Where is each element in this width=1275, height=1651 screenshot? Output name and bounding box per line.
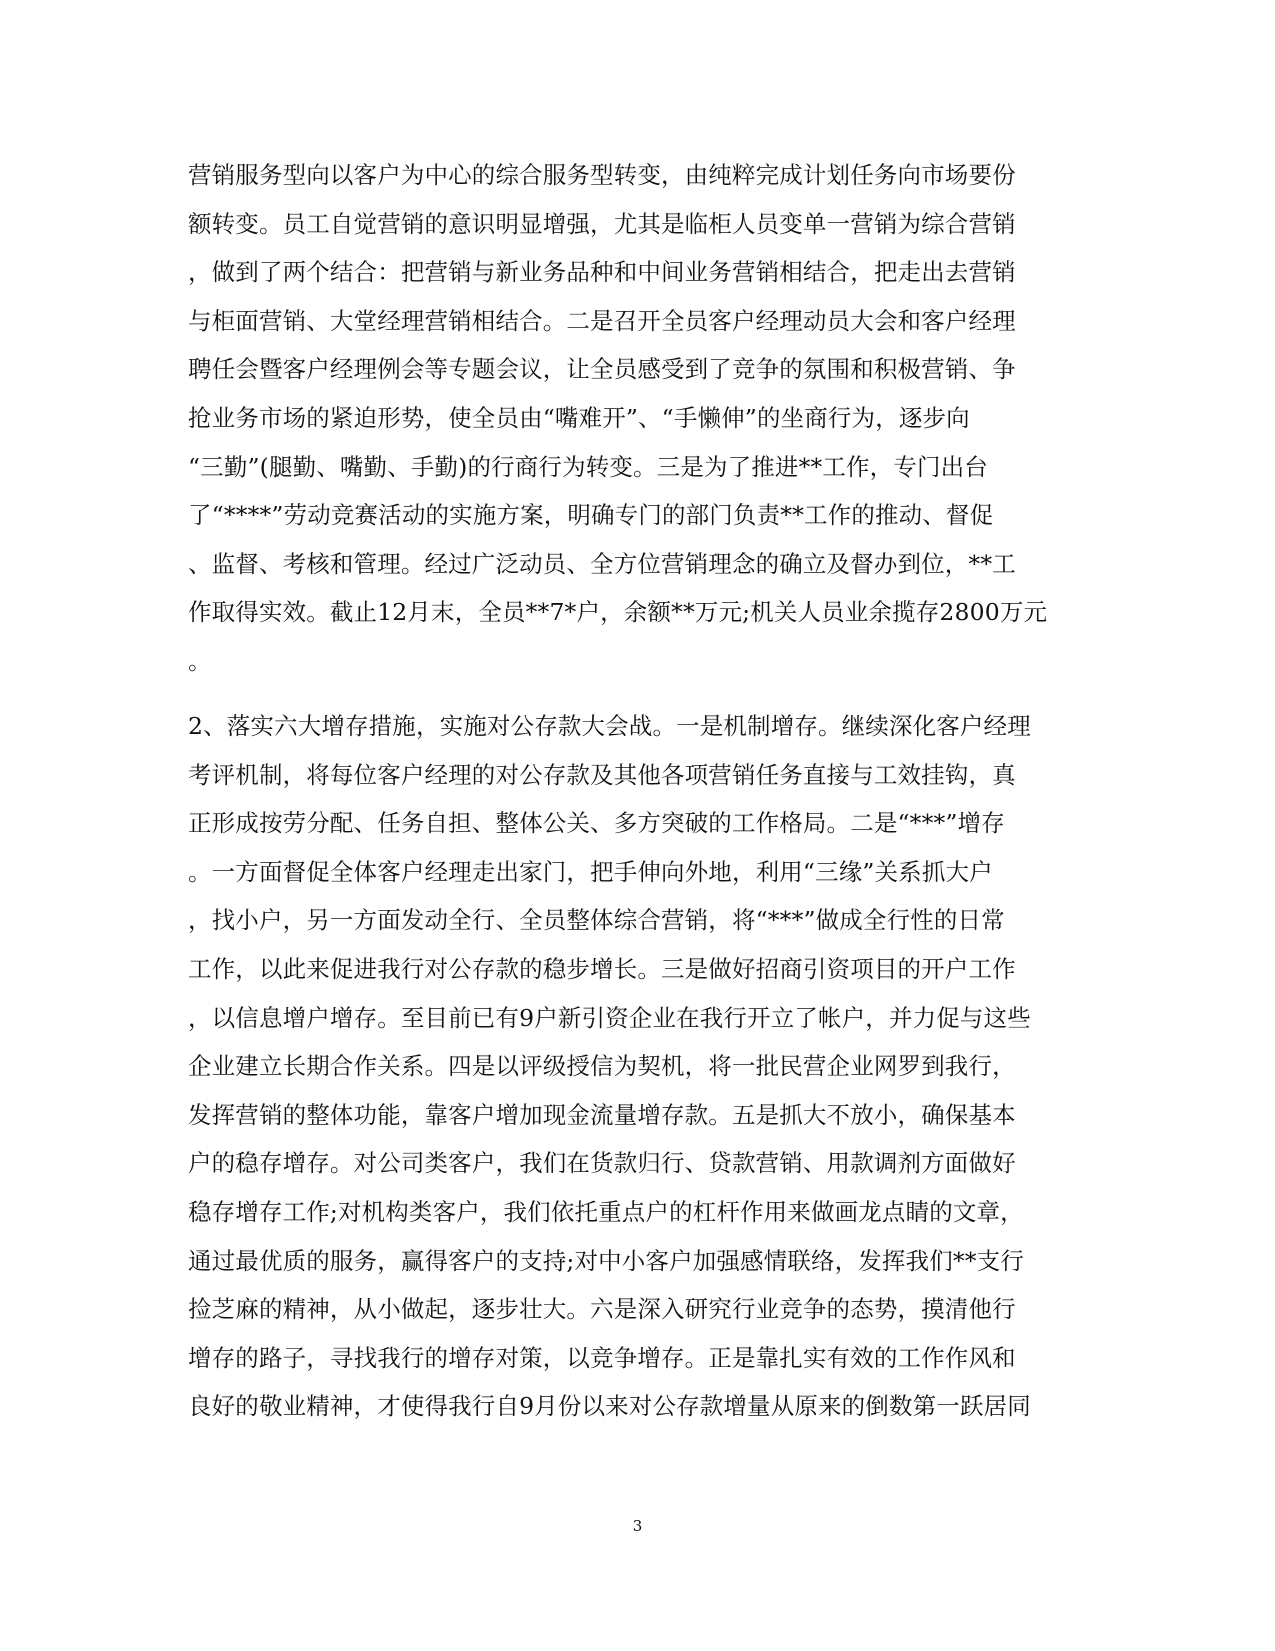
text-line: 额转变。员工自觉营销的意识明显增强，尤其是临柜人员变单一营销为综合营销 xyxy=(188,209,1016,238)
text-line: 正形成按劳分配、任务自担、整体公关、多方突破的工作格局。二是“***”增存 xyxy=(188,809,1005,838)
text-line: 抢业务市场的紧迫形势，使全员由“嘴难开”、“手懒伸”的坐商行为，逐步向 xyxy=(188,403,970,432)
text-line: 良好的敬业精神，才使得我行自9月份以来对公存款增量从原来的倒数第一跃居同 xyxy=(188,1392,1031,1421)
text-line: 了“****”劳动竞赛活动的实施方案，明确专门的部门负责**工作的推动、督促 xyxy=(188,501,994,530)
paragraph-1 xyxy=(188,151,1088,686)
text-line: 发挥营销的整体功能，靠客户增加现金流量增存款。五是抓大不放小，确保基本 xyxy=(188,1100,1016,1129)
text-line: “三勤”(腿勤、嘴勤、手勤)的行商行为转变。三是为了推进**工作，专门出台 xyxy=(188,452,988,481)
page-number: 3 xyxy=(632,1517,643,1535)
text-line: 。 xyxy=(188,646,212,675)
text-line: 考评机制，将每位客户经理的对公存款及其他各项营销任务直接与工效挂钩，真 xyxy=(188,760,1016,789)
text-line: 增存的路子，寻找我行的增存对策，以竞争增存。正是靠扎实有效的工作作风和 xyxy=(188,1343,1016,1372)
text-line: 户的稳存增存。对公司类客户，我们在货款归行、贷款营销、用款调剂方面做好 xyxy=(188,1149,1016,1178)
text-line: ，以信息增户增存。至目前已有9户新引资企业在我行开立了帐户，并力促与这些 xyxy=(188,1003,1031,1032)
text-line: 聘任会暨客户经理例会等专题会议，让全员感受到了竞争的氛围和积极营销、争 xyxy=(188,355,1016,384)
text-line: 、监督、考核和管理。经过广泛动员、全方位营销理念的确立及督办到位，**工 xyxy=(188,549,1016,578)
text-line: ，找小户，另一方面发动全行、全员整体综合营销，将“***”做成全行性的日常 xyxy=(188,906,1005,935)
text-line: 营销服务型向以客户为中心的综合服务型转变，由纯粹完成计划任务向市场要份 xyxy=(188,161,1016,189)
text-line: 2、落实六大增存措施，实施对公存款大会战。一是机制增存。继续深化客户经理 xyxy=(188,712,1031,740)
text-line: 与柜面营销、大堂经理营销相结合。二是召开全员客户经理动员大会和客户经理 xyxy=(188,306,1016,335)
text-line: 工作，以此来促进我行对公存款的稳步增长。三是做好招商引资项目的开户工作 xyxy=(188,954,1016,983)
text-line: ，做到了两个结合：把营销与新业务品种和中间业务营销相结合，把走出去营销 xyxy=(188,258,1016,287)
text-line: 。一方面督促全体客户经理走出家门，把手伸向外地，利用“三缘”关系抓大户 xyxy=(188,857,993,886)
text-line: 通过最优质的服务，赢得客户的支持;对中小客户加强感情联络，发挥我们**支行 xyxy=(188,1246,1024,1275)
text-line: 作取得实效。截止12月末，全员**7*户，余额**万元;机关人员业余揽存2800万元 xyxy=(188,598,1048,627)
text-line: 稳存增存工作;对机构类客户，我们依托重点户的杠杆作用来做画龙点睛的文章， xyxy=(188,1197,1024,1226)
text-line: 捡芝麻的精神，从小做起，逐步壮大。六是深入研究行业竞争的态势，摸清他行 xyxy=(188,1295,1016,1324)
text-line: 企业建立长期合作关系。四是以评级授信为契机，将一批民营企业网罗到我行， xyxy=(188,1052,1016,1081)
paragraph-2 xyxy=(188,702,1088,1431)
